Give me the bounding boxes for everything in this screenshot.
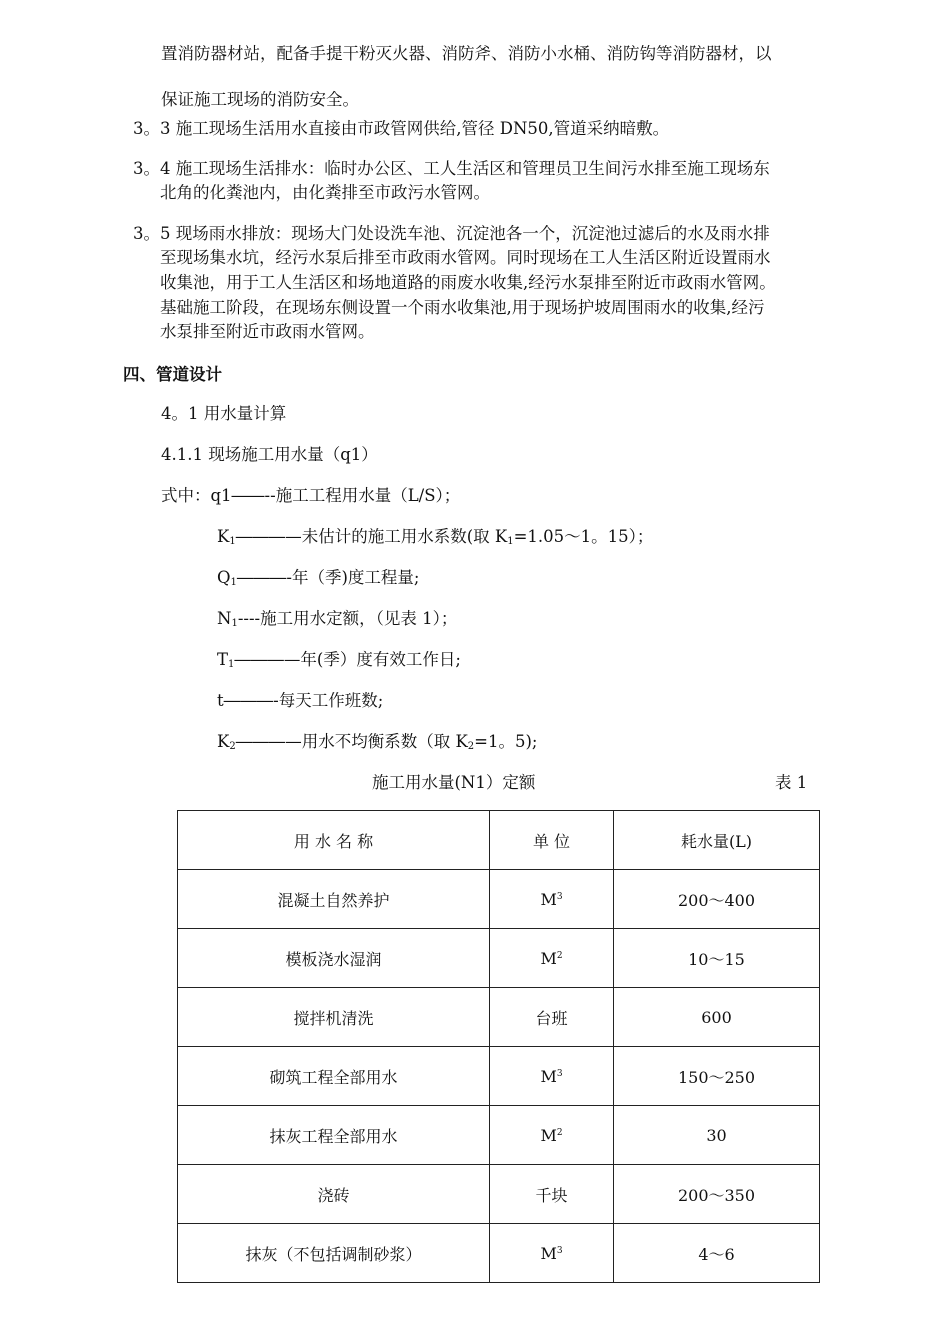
table-row bbox=[178, 1106, 820, 1165]
cell-name: 砌筑工程全部用水 bbox=[178, 1047, 490, 1106]
table-row bbox=[178, 988, 820, 1047]
cell-name: 搅拌机清洗 bbox=[178, 988, 490, 1047]
cell-value: 150～250 bbox=[614, 1047, 820, 1106]
cell-name: 浇砖 bbox=[178, 1165, 490, 1224]
cell-unit: $M^2$ bbox=[490, 1106, 614, 1165]
table-row bbox=[178, 1224, 820, 1283]
formula-intro: 式中：q1――--施工工程用水量（L/S）； bbox=[161, 486, 461, 505]
header-cell: 耗水量(L) bbox=[614, 811, 820, 870]
cell-unit: $M^3$ bbox=[490, 1224, 614, 1283]
variable-t1: $T_1―――—$年(季）度有效工作日; bbox=[217, 650, 461, 670]
variable-k2: $K_2―――—$用水不均衡系数（取 $K_2=1$。5); bbox=[217, 732, 538, 752]
variable-n1: $N_1----$施工用水定额，（见表 1）； bbox=[217, 609, 458, 629]
table-label: 表 1 bbox=[775, 773, 808, 792]
paragraph-line: 置消防器材站，配备手提干粉灭火器、消防斧、消防小水桶、消防钩等消防器材，以 bbox=[161, 44, 772, 63]
paragraph-line: 收集池，用于工人生活区和场地道路的雨废水收集,经污水泵排至附近市政雨水管网。 bbox=[160, 273, 776, 292]
header-cell: 单 位 bbox=[490, 811, 614, 870]
paragraph-line: 北角的化粪池内，由化粪排至市政污水管网。 bbox=[160, 183, 490, 202]
subsection-4-1-1: 4.1.1 现场施工用水量（q1） bbox=[161, 445, 378, 464]
paragraph-line: 保证施工现场的消防安全。 bbox=[161, 90, 359, 109]
variable-q1: $Q_1―――-$年（季)度工程量; bbox=[217, 568, 420, 588]
cell-value: 200～350 bbox=[614, 1165, 820, 1224]
cell-unit: $M^2$ bbox=[490, 929, 614, 988]
table-caption: 施工用水量(N1）定额 bbox=[372, 773, 536, 792]
header-cell: 用 水 名 称 bbox=[178, 811, 490, 870]
cell-value: 600 bbox=[614, 988, 820, 1047]
paragraph-line: 基础施工阶段，在现场东侧设置一个雨水收集池,用于现场护坡周围雨水的收集,经污 bbox=[160, 298, 765, 317]
cell-value: 10～15 bbox=[614, 929, 820, 988]
cell-value: 4～6 bbox=[614, 1224, 820, 1283]
water-quota-table bbox=[177, 810, 820, 1283]
section-3-5: 3。5 现场雨水排放：现场大门处设洗车池、沉淀池各一个，沉淀池过滤后的水及雨水排 bbox=[133, 224, 770, 243]
subsection-4-1: 4。1 用水量计算 bbox=[161, 404, 287, 423]
cell-name: 抹灰工程全部用水 bbox=[178, 1106, 490, 1165]
variable-k1: $K_1―――—$未估计的施工用水系数(取 $K_1=1.05\sim 1$。15）； bbox=[217, 527, 654, 547]
cell-name: 模板浇水湿润 bbox=[178, 929, 490, 988]
cell-value: 30 bbox=[614, 1106, 820, 1165]
cell-unit: $M^3$ bbox=[490, 1047, 614, 1106]
cell-unit: $M^3$ bbox=[490, 870, 614, 929]
cell-unit: 台班 bbox=[490, 988, 614, 1047]
table-row bbox=[178, 1165, 820, 1224]
table-row bbox=[178, 1047, 820, 1106]
cell-value: 200～400 bbox=[614, 870, 820, 929]
table-row bbox=[178, 929, 820, 988]
cell-name: 混凝土自然养护 bbox=[178, 870, 490, 929]
section-3-4: 3。4 施工现场生活排水：临时办公区、工人生活区和管理员卫生间污水排至施工现场东 bbox=[133, 159, 770, 178]
cell-name: 抹灰（不包括调制砂浆） bbox=[178, 1224, 490, 1283]
variable-t: t―――-每天工作班数; bbox=[217, 691, 384, 710]
table-row bbox=[178, 870, 820, 929]
cell-unit: 千块 bbox=[490, 1165, 614, 1224]
section-3-3: 3。3 施工现场生活用水直接由市政管网供给,管径 DN50,管道采纳暗敷。 bbox=[133, 119, 670, 138]
paragraph-line: 至现场集水坑，经污水泵后排至市政雨水管网。同时现场在工人生活区附近设置雨水 bbox=[160, 248, 771, 267]
table-header-row bbox=[178, 811, 820, 870]
paragraph-line: 水泵排至附近市政雨水管网。 bbox=[160, 322, 375, 341]
section-heading: 四、管道设计 bbox=[123, 365, 222, 384]
